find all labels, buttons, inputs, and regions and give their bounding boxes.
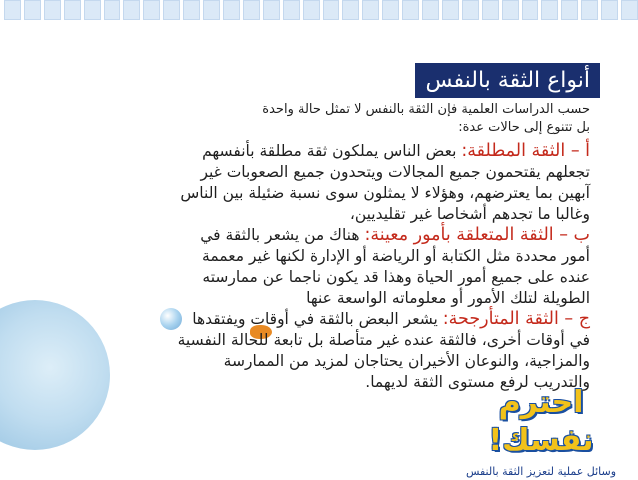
section-specific-confidence	[50, 225, 590, 309]
section-first-line	[50, 141, 590, 162]
section-line: بعض الناس يملكون ثقة مطلقة بأنفسهم	[202, 142, 457, 160]
section-line: عنده على جميع أمور الحياة وهذا قد يكون ناجما عن ممارسته	[202, 268, 590, 286]
intro-line-2: بل تتنوع إلى حالات عدة:	[458, 120, 590, 135]
section-first-line	[50, 225, 590, 246]
slide-title: أنواع الثقة بالنفس	[415, 63, 600, 98]
section-absolute-confidence	[50, 141, 590, 225]
section-line: في أوقات أخرى، فالثقة عنده غير متأصلة بل تابعة للحالة النفسية	[177, 331, 590, 349]
section-line: والمزاجية، والنوعان الأخيران يحتاجان لمزيد من الممارسة	[223, 352, 590, 370]
section-line: يشعر البعض بالثقة في أوقات ويفتقدها	[192, 310, 438, 328]
section-heading: ج – الثقة المتأرجحة:	[442, 309, 590, 329]
slide-body	[50, 101, 590, 393]
logo-subtitle: وسائل عملية لتعزيز الثقة بالنفس	[465, 465, 617, 478]
section-fluctuating-confidence	[50, 309, 590, 393]
top-decorative-squares	[0, 0, 638, 28]
intro-line-1: حسب الدراسات العلمية فإن الثقة بالنفس لا تمثل حالة واحدة	[262, 102, 590, 117]
section-line: هناك من يشعر بالثقة في	[200, 226, 360, 244]
section-line: آبهين بما يعترضهم، وهؤلاء لا يمثلون سوى نسبة ضئيلة بين الناس	[180, 184, 590, 202]
section-heading: أ – الثقة المطلقة:	[461, 141, 590, 161]
section-line: وغالبا ما تجدهم أشخاصا غير تقليديين،	[349, 205, 590, 223]
section-line: الطويلة لتلك الأمور أو معلوماته الواسعة عنها	[306, 289, 590, 307]
section-first-line	[50, 309, 590, 330]
section-heading: ب – الثقة المتعلقة بأمور معينة:	[364, 225, 590, 245]
section-line: أمور محددة مثل الكتابة أو الرياضة أو الإدارة لكنها غير معممة	[202, 247, 590, 265]
section-line: والتدريب لرفع مستوى الثقة لديهما.	[365, 373, 590, 391]
book-logo	[448, 384, 634, 479]
logo-title: احترم نفسك!	[488, 385, 594, 458]
section-line: تجعلهم يقتحمون جميع المجالات ويتحدون جميع الصعوبات غير	[200, 163, 590, 181]
